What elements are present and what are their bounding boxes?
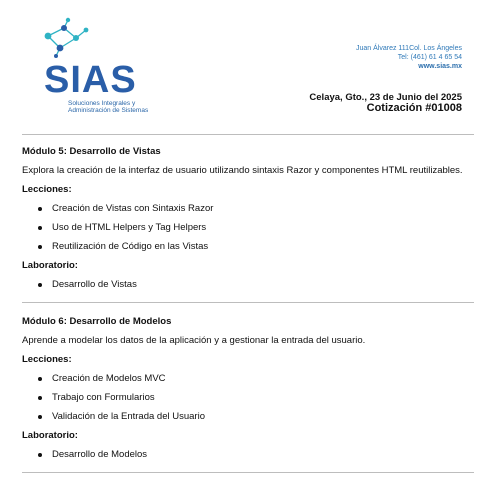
module-title: Módulo 6: Desarrollo de Modelos [22,316,172,327]
lab-label: Laboratorio: [22,430,78,441]
quote-number: Cotización #01008 [366,102,462,114]
lesson-item: Creación de Vistas con Sintaxis Razor [22,203,482,214]
lab-item: Desarrollo de Modelos [22,449,482,460]
module-description: Aprende a modelar los datos de la aplicación y a gestionar la entrada del usuario. [22,335,366,346]
lesson-item: Validación de la Entrada del Usuario [22,411,482,422]
lessons-label: Lecciones: [22,184,72,195]
place-date: Celaya, Gto., 23 de Junio del 2025 [309,92,462,103]
divider [22,302,474,303]
contact-info [356,44,462,71]
module-description: Explora la creación de la interfaz de usuario utilizando sintaxis Razor y componentes HTML reutilizables. [22,165,463,176]
module-section [22,146,482,290]
lesson-item: Reutilización de Código en las Vistas [22,241,482,252]
phone-text: Tel: (461) 61 4 65 54 [397,54,462,61]
document-header-meta [309,92,462,114]
divider [22,472,474,473]
company-logo [30,14,190,114]
lesson-item: Trabajo con Formularios [22,392,482,403]
divider [22,134,474,135]
logo-subtitle: Soluciones Integrales y Administración de Sistemas [68,100,149,114]
lab-label: Laboratorio: [22,260,78,271]
lesson-item: Creación de Modelos MVC [22,373,482,384]
lab-item: Desarrollo de Vistas [22,279,482,290]
module-section [22,316,482,460]
svg-text:SIAS: SIAS [44,59,137,101]
address-text: Juan Álvarez 111Col. Los Ángeles [356,45,462,52]
website-link[interactable]: www.sias.mx [418,63,462,70]
network-logo-icon [30,14,190,104]
lessons-label: Lecciones: [22,354,72,365]
lesson-item: Uso de HTML Helpers y Tag Helpers [22,222,482,233]
module-title: Módulo 5: Desarrollo de Vistas [22,146,161,157]
